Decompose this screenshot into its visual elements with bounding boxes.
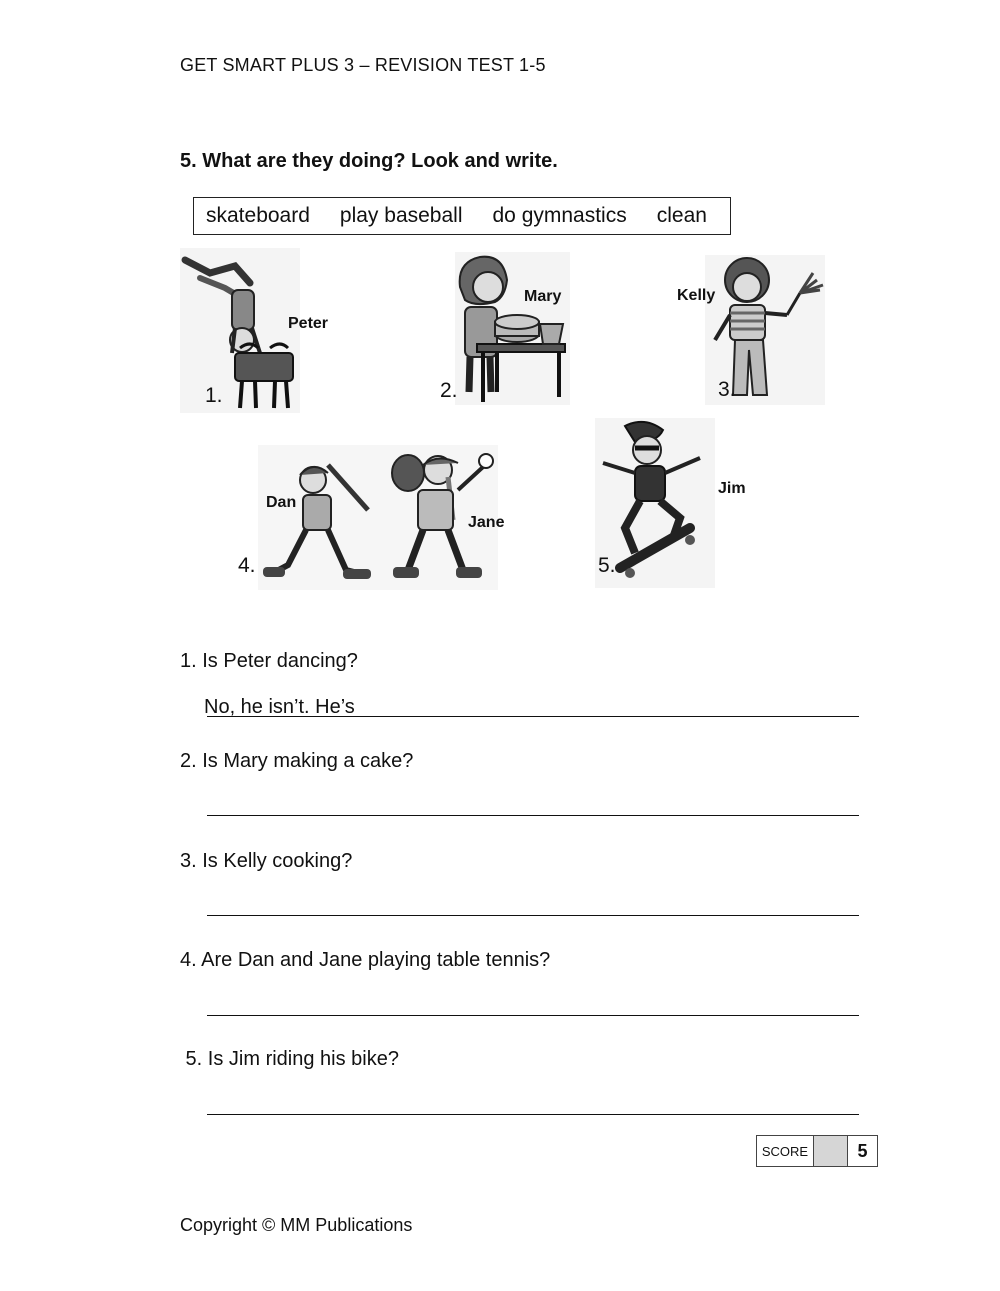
- word-box: [193, 197, 731, 235]
- question-4: 4. Are Dan and Jane playing table tennis?: [180, 949, 551, 971]
- picture-number: 3.: [718, 378, 736, 401]
- picture-number: 1.: [205, 384, 223, 407]
- picture-number: 2.: [440, 379, 458, 402]
- answer-prefix: No, he isn’t. He’s: [204, 696, 355, 718]
- question-5: 5. Is Jim riding his bike?: [180, 1048, 399, 1070]
- character-name: Peter: [288, 315, 329, 332]
- answer-line-3[interactable]: [207, 915, 859, 916]
- character-name: Mary: [524, 288, 562, 305]
- score-label: SCORE: [757, 1136, 814, 1166]
- character-name: Jim: [718, 480, 746, 497]
- character-name: Kelly: [677, 287, 716, 304]
- page-header: GET SMART PLUS 3 – REVISION TEST 1-5: [180, 55, 546, 75]
- answer-line-2[interactable]: [207, 815, 859, 816]
- question-3: 3. Is Kelly cooking?: [180, 850, 353, 872]
- answer-line-4[interactable]: [207, 1015, 859, 1016]
- word-box-item: clean: [656, 204, 707, 227]
- gymnastics-illustration: [180, 248, 300, 413]
- question-2: 2. Is Mary making a cake?: [180, 750, 414, 772]
- character-name: Dan: [266, 494, 297, 511]
- score-input[interactable]: [814, 1136, 848, 1166]
- baseball-illustration: [258, 445, 498, 590]
- answer-line-1[interactable]: [207, 716, 859, 717]
- question-1: 1. Is Peter dancing?: [180, 650, 358, 672]
- character-name: Jane: [468, 514, 505, 531]
- score-box: [756, 1135, 878, 1167]
- answer-line-5[interactable]: [207, 1114, 859, 1115]
- cake-illustration: [455, 252, 570, 405]
- copyright: Copyright © MM Publications: [180, 1215, 413, 1235]
- word-box-item: do gymnastics: [492, 204, 627, 227]
- picture-number: 5.: [598, 554, 616, 577]
- word-box-item: play baseball: [339, 204, 463, 227]
- task-title: 5. What are they doing? Look and write.: [180, 150, 558, 172]
- picture-number: 4.: [238, 554, 256, 577]
- score-total: 5: [857, 1140, 868, 1161]
- word-box-item: skateboard: [206, 204, 310, 227]
